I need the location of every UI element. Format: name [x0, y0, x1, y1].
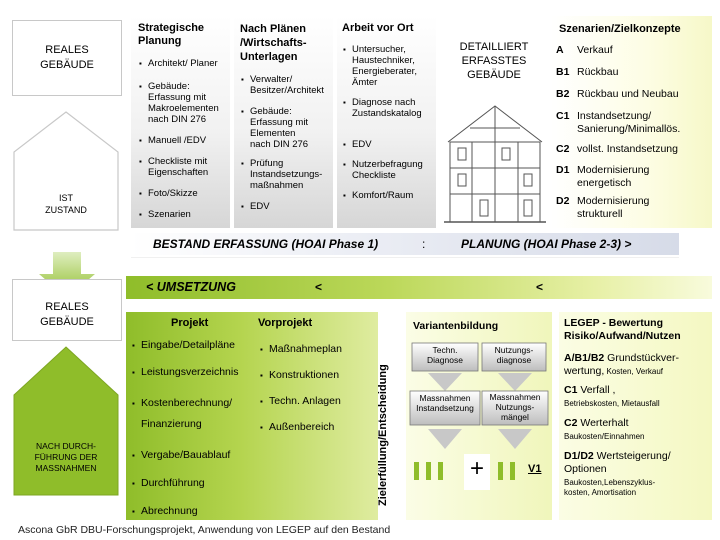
- after-measures-label: NACH DURCH- FÜHRUNG DER MASSNAHMEN: [34, 441, 98, 473]
- column-plans: [234, 16, 333, 228]
- real-building-label-bottom: REALES GEBÄUDE: [40, 301, 94, 328]
- scenario-item: [556, 143, 712, 156]
- preproject-title: Vorprojekt: [258, 317, 313, 329]
- project-panel: [126, 312, 378, 520]
- legep-detail: Baukosten,Lebenszyklus- kosten, Amortisation: [564, 478, 656, 497]
- phase-band: [131, 233, 679, 255]
- scenario-text: Rückbau: [577, 66, 619, 78]
- variant-v1-label: V1: [528, 463, 542, 475]
- list-item: ▪ Konstruktionen: [260, 369, 370, 382]
- scenario-item: [556, 88, 712, 101]
- scenario-code: D2: [556, 195, 570, 207]
- list-item: ▪ Techn. Anlagen: [260, 395, 370, 408]
- scenario-code: D1: [556, 164, 570, 176]
- implementation-label: < UMSETZUNG: [146, 280, 236, 294]
- scenario-code: B2: [556, 88, 570, 100]
- tech-diagnosis-box: Techn. Diagnose: [427, 345, 463, 365]
- usage-measures-box: Massnahmen Nutzungs- mängel: [489, 392, 541, 422]
- column-title-on-site: Arbeit vor Ort: [342, 22, 414, 34]
- plus-sign: +: [469, 455, 484, 482]
- list-on-site: [343, 44, 436, 201]
- list-strategic: [139, 58, 230, 220]
- list-item: ▪ Nutzerbefragung Checkliste: [343, 159, 436, 181]
- scenario-text: Modernisierung energetisch: [577, 164, 650, 189]
- scenario-code: C1: [556, 110, 570, 122]
- building-section-drawing: [440, 100, 550, 228]
- scenario-item: [556, 66, 712, 79]
- legep-text: Wertsteigerung/ Optionen: [564, 450, 671, 475]
- column-title-strategic: Strategische Planung: [138, 22, 205, 47]
- column-on-site: [337, 16, 436, 228]
- scenario-code: C2: [556, 143, 570, 155]
- legep-detail: Kosten, Verkauf: [604, 367, 663, 376]
- scenario-code: A: [556, 44, 564, 56]
- legep-code: A/B1/B2: [564, 352, 605, 364]
- list-item: ▪ EDV: [343, 139, 436, 150]
- list-item: ▪ Verwalter/ Besitzer/Architekt: [241, 74, 333, 96]
- list-item: ▪ Gebäude: Erfassung mit Makroelementen nach DIN 276: [139, 81, 230, 125]
- scenarios-list: [556, 44, 712, 221]
- real-building-label-top: REALES GEBÄUDE: [40, 44, 94, 71]
- preproject-list: [260, 343, 370, 440]
- implementation-band: [126, 276, 712, 299]
- list-item: ▪ Prüfung Instandsetzungs- maßnahmen: [241, 158, 333, 191]
- list-item: ▪ Diagnose nach Zustandskatalog: [343, 97, 436, 119]
- column-strategic: [131, 16, 230, 228]
- real-building-box-bottom: [12, 279, 122, 341]
- scenario-text: Modernisierung strukturell: [577, 195, 650, 220]
- list-item: ▪ Szenarien: [139, 209, 230, 220]
- list-item: ▪ Vergabe/Bauablauf: [132, 449, 258, 462]
- list-item: ▪ EDV: [241, 201, 333, 212]
- scenario-code: B1: [556, 66, 570, 78]
- list-item: ▪ Leistungsverzeichnis: [132, 366, 258, 379]
- scenario-text: Verkauf: [577, 44, 613, 56]
- band-divider: [131, 257, 679, 274]
- legep-code: D1/D2: [564, 450, 594, 462]
- project-title: Projekt: [171, 317, 209, 329]
- real-building-box-top: [12, 20, 122, 96]
- variants-title: Variantenbildung: [413, 320, 499, 332]
- list-item: ▪ Komfort/Raum: [343, 190, 436, 201]
- legep-text: Verfall ,: [577, 384, 616, 396]
- scenario-text: vollst. Instandsetzung: [577, 143, 678, 155]
- detailed-building-label: DETAILLIERT ERFASSTES GEBÄUDE: [459, 41, 529, 81]
- legep-item: [564, 417, 712, 442]
- phase-2-3-label: PLANUNG (HOAI Phase 2-3) >: [461, 237, 632, 251]
- scenario-item: [556, 164, 712, 190]
- legep-item: [564, 450, 712, 498]
- list-plans: [241, 74, 333, 212]
- list-item: ▪ Gebäude: Erfassung mit Elementen nach DIN 276: [241, 106, 333, 150]
- ist-zustand-label: IST ZUSTAND: [45, 193, 87, 215]
- scenario-item: [556, 44, 712, 57]
- legep-title: LEGEP - Bewertung Risiko/Aufwand/Nutzen: [564, 317, 681, 342]
- list-item: ▪ Architekt/ Planer: [139, 58, 230, 69]
- legep-list: [564, 352, 712, 498]
- scenario-text: Instandsetzung/ Sanierung/Minimallös.: [577, 110, 681, 135]
- decision-vertical-label: Zielerfüllung/Entscheidung: [377, 364, 389, 506]
- scenario-item: [556, 195, 712, 221]
- legep-detail: Betriebskosten, Mietausfall: [564, 399, 660, 408]
- phase-1-label: BESTAND ERFASSUNG (HOAI Phase 1): [153, 237, 379, 251]
- implementation-marker-2: <: [536, 280, 544, 294]
- legep-code: C2: [564, 417, 578, 429]
- scenarios-title: Szenarien/Zielkonzepte: [559, 23, 681, 35]
- list-item: ▪ Checkliste mit Eigenschaften: [139, 156, 230, 178]
- legep-item: [564, 384, 712, 409]
- list-item: ▪ Außenbereich: [260, 421, 370, 434]
- usage-diagnosis-box: Nutzungs- diagnose: [494, 345, 534, 365]
- legep-item: [564, 352, 712, 378]
- scenario-text: Rückbau und Neubau: [577, 88, 679, 100]
- legep-text: Grundstückver- wertung,: [564, 352, 679, 377]
- scenario-item: [556, 110, 712, 136]
- list-item: ▪ Durchführung: [132, 477, 258, 490]
- footer-caption: Ascona GbR DBU-Forschungsprojekt, Anwendung von LEGEP auf den Bestand: [18, 524, 391, 536]
- house-shape-bottom: [12, 345, 120, 497]
- legep-code: C1: [564, 384, 578, 396]
- legep-panel: [559, 312, 712, 520]
- repair-measures-box: Massnahmen Instandsetzung: [416, 393, 474, 413]
- list-item: ▪ Maßnahmeplan: [260, 343, 370, 356]
- list-item: ▪ Abrechnung: [132, 505, 258, 518]
- legep-text: Werterhalt: [577, 417, 629, 429]
- scenarios-panel: [551, 16, 712, 228]
- column-title-plans: Nach Plänen /Wirtschafts- Unterlagen: [240, 23, 307, 63]
- list-item: ▪ Kostenberechnung/ Finanzierung: [132, 393, 258, 435]
- list-item: ▪ Manuell /EDV: [139, 135, 230, 146]
- legep-detail: Baukosten/Einnahmen: [564, 432, 645, 441]
- project-list: [132, 339, 258, 524]
- list-item: ▪ Eingabe/Detailpläne: [132, 339, 258, 352]
- phase-band-colon: :: [422, 237, 426, 251]
- list-item: ▪ Foto/Skizze: [139, 188, 230, 199]
- list-item: ▪ Untersucher, Haustechniker, Energieberater, Ämter: [343, 44, 436, 88]
- implementation-marker-1: <: [315, 280, 323, 294]
